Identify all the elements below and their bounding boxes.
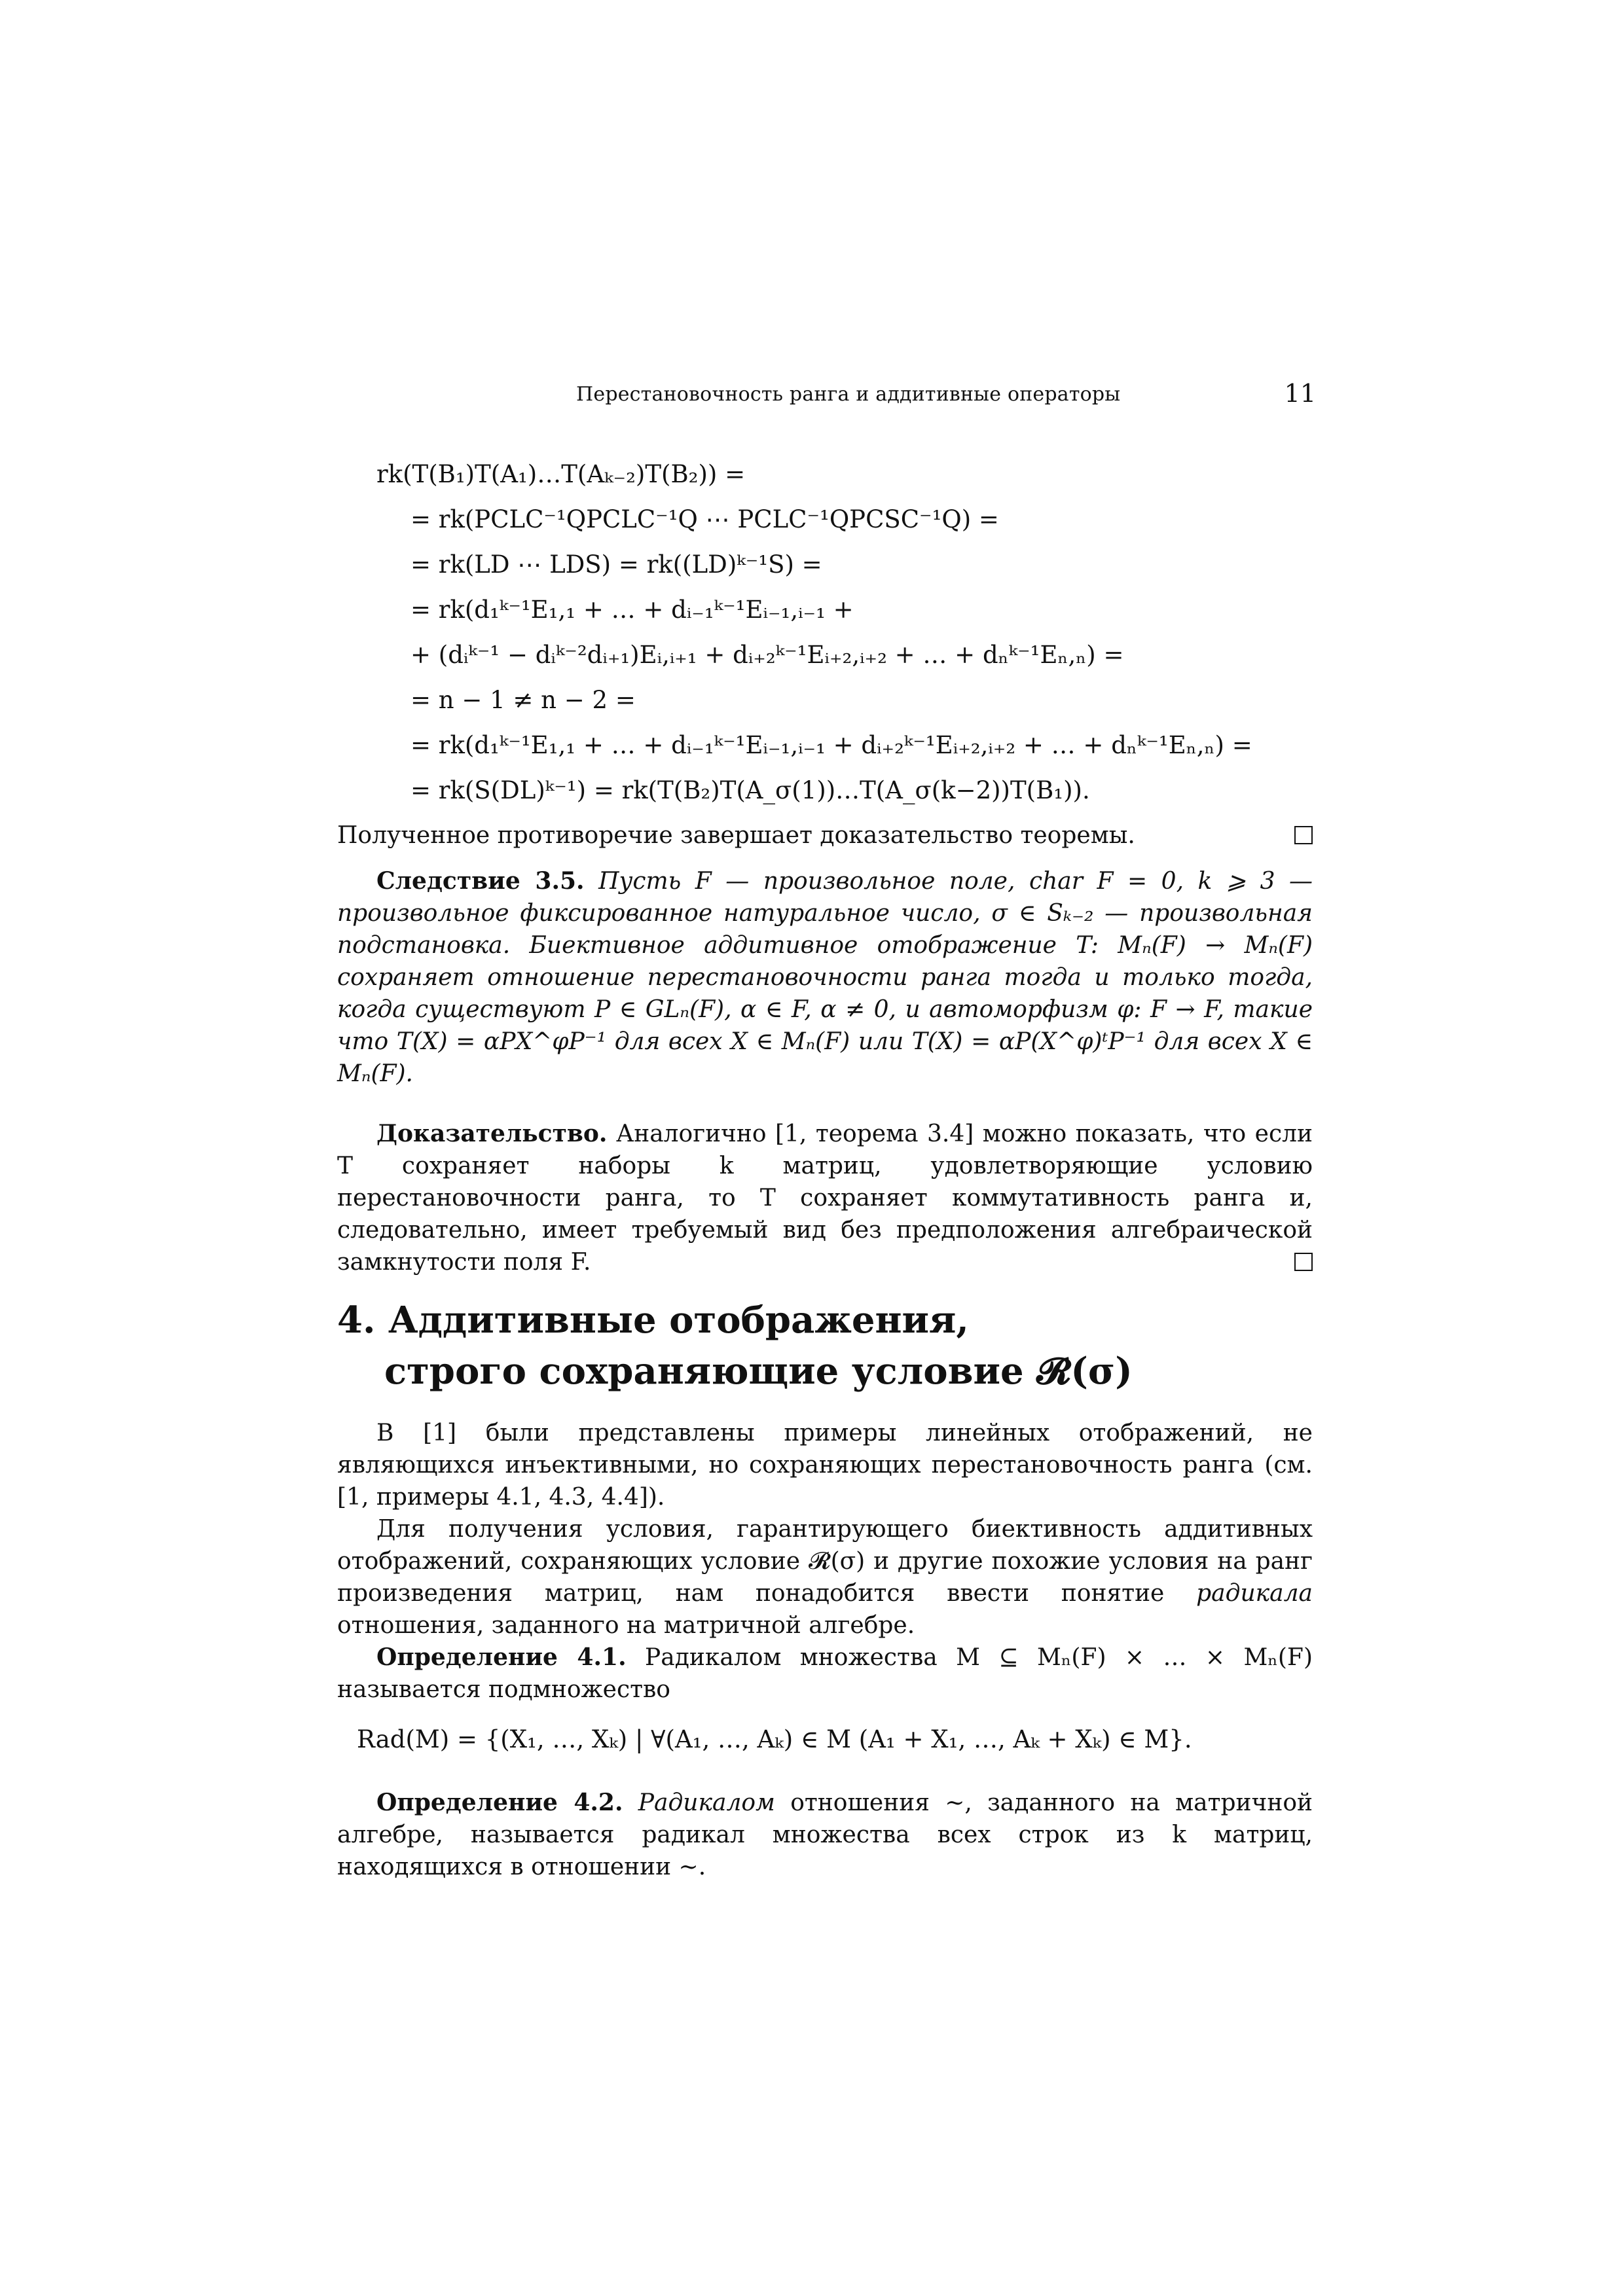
radical-formula: Rad(M) = {(X₁, …, Xₖ) | ∀(A₁, …, Aₖ) ∈ M (A₁ + X₁, …, Aₖ + Xₖ) ∈ M}. [357,1725,1192,1753]
section-heading [337,1295,1313,1397]
page-number: 11 [1284,379,1316,408]
paragraph-text: отношения, заданного на матричной алгебре. [337,1612,915,1639]
proof-end-text: Полученное противоречие завершает доказательство теоремы. [337,822,1135,849]
proof-label: Доказательство. [376,1120,608,1147]
paragraph-text: Для получения условия, гарантирующего биективность аддитивных отображений, сохраняющих условие 𝓡(σ) и другие похожие условия на ранг произведения матриц, нам понадобится ввести понятие [337,1516,1313,1607]
definition-term: Радикалом [638,1789,775,1816]
equation-line: = n − 1 ≠ n − 2 = [410,686,636,714]
equation-line: = rk(LD ⋯ LDS) = rk((LD)ᵏ⁻¹S) = [410,550,822,579]
definition-label: Определение 4.2. [376,1789,623,1816]
equation-line: = rk(S(DL)ᵏ⁻¹) = rk(T(B₂)T(A_σ(1))…T(A_σ(k−2))T(B₁)). [410,776,1090,804]
equation-line: = rk(PCLC⁻¹QPCLC⁻¹Q ⋯ PCLC⁻¹QPCSC⁻¹Q) = [410,505,999,533]
proof-block [337,1118,1313,1278]
page-header [334,379,1316,422]
equation-line: = rk(d₁ᵏ⁻¹E₁,₁ + … + dᵢ₋₁ᵏ⁻¹Eᵢ₋₁,ᵢ₋₁ + [410,596,854,624]
qed-box-icon [1294,1253,1313,1271]
corollary-3-5 [337,865,1313,1090]
paragraph-examples: В [1] были представлены примеры линейных отображений, не являющихся инъективными, но сохраняющих перестановочность ранга (см. [1, примеры 4.1, 4.3, 4.4]). [337,1420,1313,1511]
section-heading-line-1: 4. Аддитивные отображения, [337,1299,969,1342]
equation-chain [376,452,1313,813]
corollary-label: Следствие 3.5. [376,867,585,895]
section-body [337,1417,1313,1706]
corollary-text: Пусть F — произвольное поле, char F = 0, k ⩾ 3 — произвольное фиксированное натуральное число, σ ∈ Sₖ₋₂ — произвольная подстановка. Биективное аддитивное отображение T: Mₙ(F) → Mₙ(F) сохраняет отношение перестановочности ранга тогда и только тогда, когда существуют P ∈ GLₙ(F), α ∈ F, α ≠ 0, и автоморфизм φ: F → F, такие что T(X) = αPX^φP⁻¹ для всех X ∈ Mₙ(F) или T(X) = αP(X^φ)ᵗP⁻¹ для всех X ∈ Mₙ(F). [337,868,1313,1087]
term-radical: радикала [1196,1580,1313,1607]
definition-4-1 [337,1641,1313,1706]
equation-line: rk(T(B₁)T(A₁)…T(Aₖ₋₂)T(B₂)) = [376,460,746,488]
qed-box-icon [1294,826,1313,844]
definition-text: отношения ∼, заданного на матричной алгебре, называется радикал множества всех строк из k матриц, находящихся в отношении ∼. [337,1789,1313,1880]
proof-end-line [337,819,1313,852]
section-heading-line-2: строго сохраняющие условие 𝓡(σ) [384,1350,1133,1393]
equation-line: = rk(d₁ᵏ⁻¹E₁,₁ + … + dᵢ₋₁ᵏ⁻¹Eᵢ₋₁,ᵢ₋₁ + dᵢ₊₂ᵏ⁻¹Eᵢ₊₂,ᵢ₊₂ + … + dₙᵏ⁻¹Eₙ,ₙ) = [410,731,1252,759]
definition-4-2 [337,1787,1313,1883]
definition-label: Определение 4.1. [376,1643,627,1671]
proof-text: Аналогично [1, теорема 3.4] можно показать, что если T сохраняет наборы k матриц, удовлетворяющие условию перестановочности ранга, то T сохраняет коммутативность ранга и, следовательно, имеет требуемый вид без предположения алгебраической замкнутости поля F. [337,1121,1313,1276]
equation-line: + (dᵢᵏ⁻¹ − dᵢᵏ⁻²dᵢ₊₁)Eᵢ,ᵢ₊₁ + dᵢ₊₂ᵏ⁻¹Eᵢ₊₂,ᵢ₊₂ + … + dₙᵏ⁻¹Eₙ,ₙ) = [410,641,1124,669]
definition-text: Радикалом множества M ⊆ Mₙ(F) × … × Mₙ(F) называется подмножество [337,1644,1313,1703]
running-title: Перестановочность ранга и аддитивные операторы [576,383,1121,406]
paragraph-radical-intro [337,1513,1313,1641]
